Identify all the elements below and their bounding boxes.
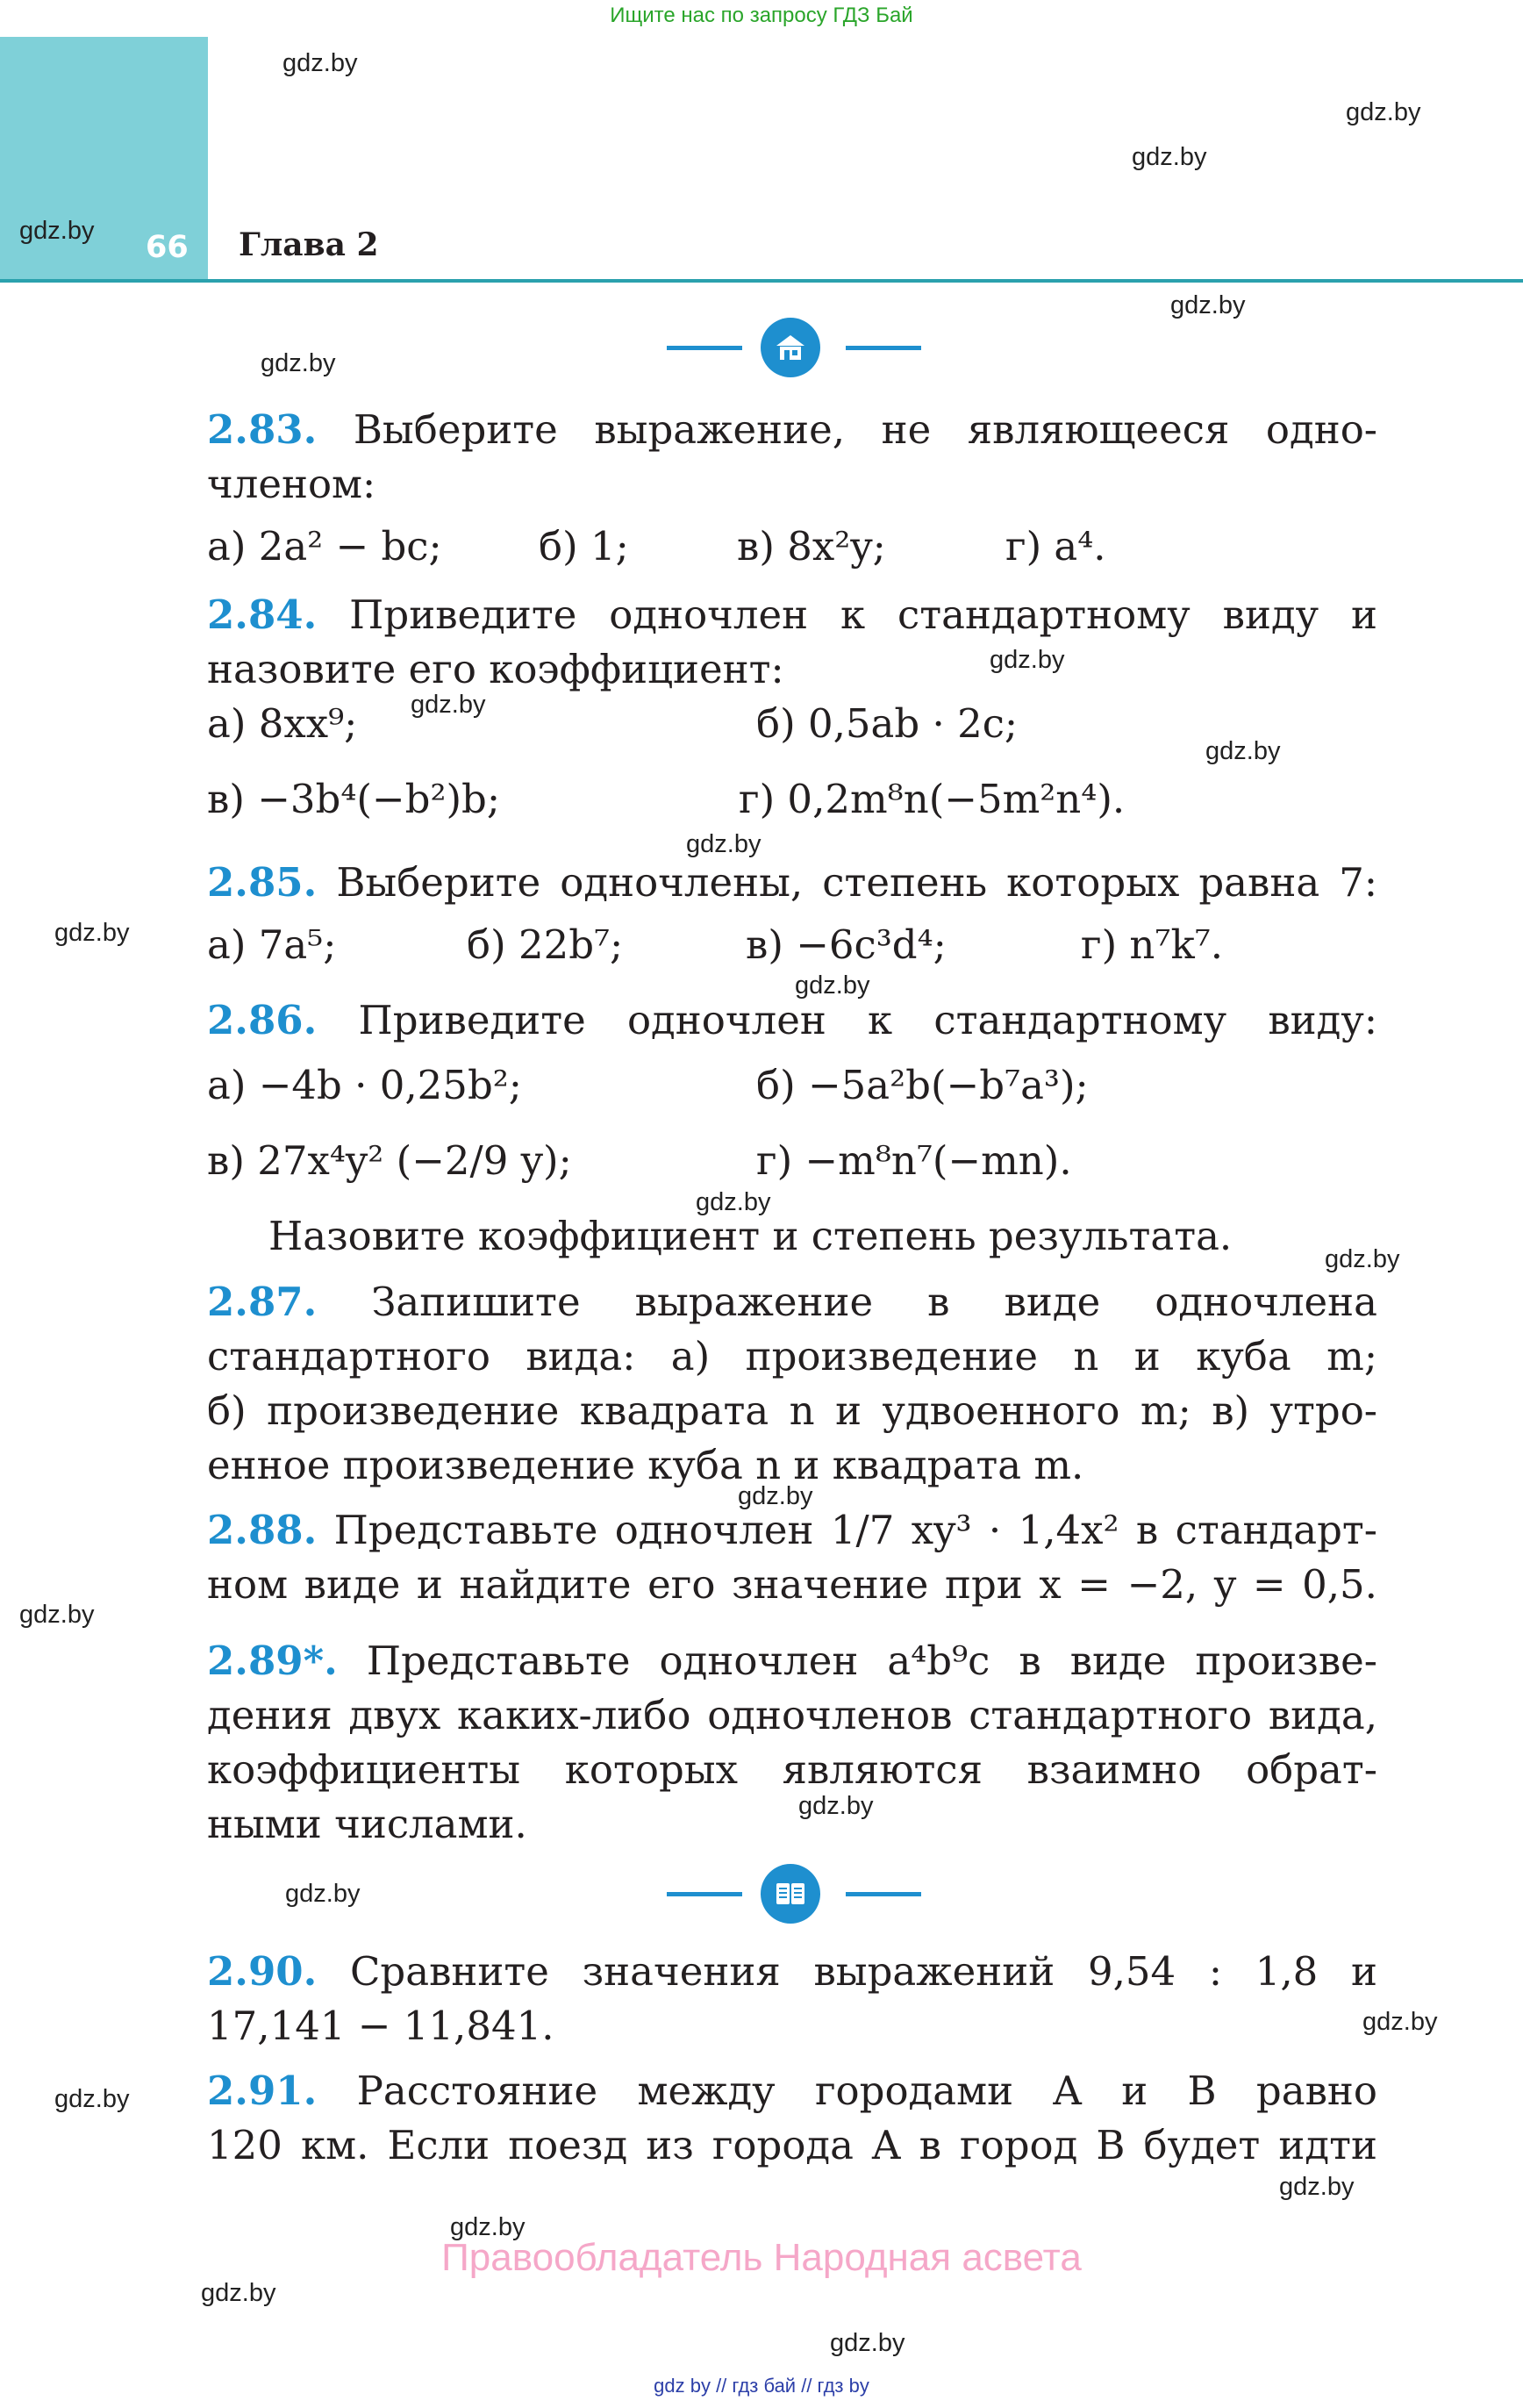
watermark: gdz.by	[1170, 291, 1246, 319]
watermark: gdz.by	[1279, 2173, 1355, 2201]
option-c: в) 27x⁴y² (−2/9 y);	[207, 1137, 572, 1184]
watermark: gdz.by	[450, 2213, 526, 2241]
exercise-2-88	[207, 1503, 1377, 1612]
exercise-number: 2.85.	[207, 859, 318, 906]
exercise-text: енное произведение куба n и квадрата m.	[207, 1442, 1084, 1488]
watermark: gdz.by	[1205, 737, 1281, 765]
option-b: б) −5a²b(−b⁷a³);	[756, 1062, 1089, 1108]
exercise-number: 2.83.	[207, 406, 318, 453]
rightsholder-notice: Правообладатель Народная асвета	[441, 2236, 1082, 2279]
exercise-text: Запишите выражение в виде одночлена	[371, 1279, 1377, 1325]
exercise-text: 120 км. Если поезд из города A в город B будет идти	[207, 2122, 1377, 2168]
exercise-2-91	[207, 2064, 1377, 2173]
option-b: б) 22b⁷;	[467, 921, 624, 968]
watermark: gdz.by	[990, 646, 1065, 674]
option-a: а) 2a² − bc;	[207, 523, 442, 570]
exercise-number: 2.91.	[207, 2068, 318, 2114]
exercise-number: 2.89*.	[207, 1638, 338, 1684]
option-d: г) n⁷k⁷.	[1081, 921, 1224, 968]
exercise-text: стандартного вида: а) произведение n и куба m;	[207, 1333, 1377, 1380]
exercise-text: членом:	[207, 461, 376, 507]
page-number: 66	[146, 230, 189, 265]
exercise-text: б) произведение квадрата n и удвоенного m; в) утро-	[207, 1387, 1377, 1434]
watermark: gdz.by	[1362, 2008, 1438, 2036]
watermark: gdz.by	[1132, 143, 1207, 171]
watermark: gdz.by	[19, 217, 95, 245]
exercise-number: 2.84.	[207, 591, 318, 638]
watermark: gdz.by	[798, 1792, 874, 1820]
watermark: gdz.by	[285, 1880, 361, 1908]
exercise-2-87	[207, 1275, 1377, 1493]
watermark: gdz.by	[54, 919, 130, 947]
watermark: gdz.by	[282, 49, 358, 77]
footer-links: gdz by // гдз бай // гдз by	[654, 2375, 869, 2397]
exercise-text: дения двух каких-либо одночленов стандартного вида,	[207, 1692, 1377, 1738]
option-a: а) 7a⁵;	[207, 921, 337, 968]
option-d: г) 0,2m⁸n(−5m²n⁴).	[739, 776, 1126, 822]
watermark: gdz.by	[411, 691, 486, 719]
exercise-text: Приведите одночлен к стандартному виду:	[358, 997, 1377, 1043]
watermark: gdz.by	[201, 2279, 276, 2307]
exercise-text: Представьте одночлен 1/7 xy³ · 1,4x² в стандарт-	[333, 1507, 1377, 1553]
top-banner: Ищите нас по запросу ГДЗ Бай	[610, 4, 913, 27]
watermark: gdz.by	[1346, 98, 1421, 126]
option-d: г) −m⁸n⁷(−mn).	[756, 1137, 1072, 1184]
section-divider-home	[667, 316, 921, 379]
exercise-text: Выберите одночлены, степень которых равна 7:	[336, 859, 1377, 906]
exercise-number: 2.90.	[207, 1948, 318, 1995]
watermark: gdz.by	[830, 2329, 905, 2357]
watermark: gdz.by	[686, 830, 762, 858]
exercise-text: Расстояние между городами A и B равно	[356, 2068, 1377, 2114]
section-divider-book	[667, 1862, 921, 1925]
watermark: gdz.by	[54, 2085, 130, 2113]
header-divider	[0, 279, 1523, 283]
exercise-number: 2.86.	[207, 997, 318, 1043]
exercise-2-86	[207, 993, 1377, 1048]
watermark: gdz.by	[1325, 1245, 1400, 1273]
exercise-text: ными числами.	[207, 1801, 527, 1847]
house-icon	[773, 330, 808, 365]
option-b: б) 1;	[539, 523, 629, 570]
exercise-note: Назовите коэффициент и степень результата.	[268, 1213, 1233, 1259]
exercise-text: назовите его коэффициент:	[207, 646, 784, 692]
exercise-text: Выберите выражение, не являющееся одно-	[353, 406, 1377, 453]
book-icon	[773, 1876, 808, 1911]
watermark: gdz.by	[696, 1188, 771, 1216]
watermark: gdz.by	[795, 971, 870, 1000]
exercise-2-90	[207, 1945, 1377, 2053]
exercise-2-84	[207, 588, 1377, 697]
exercise-2-89	[207, 1634, 1377, 1852]
option-c: в) −3b⁴(−b²)b;	[207, 776, 501, 822]
exercise-2-83	[207, 403, 1377, 512]
exercise-number: 2.87.	[207, 1279, 318, 1325]
exercise-text: Сравните значения выражений 9,54 : 1,8 и	[350, 1948, 1377, 1995]
exercise-text: Приведите одночлен к стандартному виду и	[349, 591, 1377, 638]
option-d: г) a⁴.	[1005, 523, 1106, 570]
chapter-title: Глава 2	[239, 226, 379, 263]
watermark: gdz.by	[738, 1482, 813, 1510]
option-a: а) −4b · 0,25b²;	[207, 1062, 522, 1108]
option-c: в) 8x²y;	[737, 523, 886, 570]
watermark: gdz.by	[19, 1601, 95, 1629]
watermark: gdz.by	[261, 349, 336, 377]
option-b: б) 0,5ab · 2c;	[756, 700, 1019, 747]
exercise-text: ном виде и найдите его значение при x = −2, y = 0,5.	[207, 1561, 1377, 1608]
exercise-text: Представьте одночлен a⁴b⁹c в виде произве-	[366, 1638, 1377, 1684]
option-a: а) 8xx⁹;	[207, 700, 358, 747]
exercise-text: 17,141 − 11,841.	[207, 2003, 554, 2049]
option-c: в) −6c³d⁴;	[746, 921, 947, 968]
exercise-2-85	[207, 856, 1377, 910]
exercise-number: 2.88.	[207, 1507, 318, 1553]
exercise-text: коэффициенты которых являются взаимно обрат-	[207, 1746, 1377, 1793]
